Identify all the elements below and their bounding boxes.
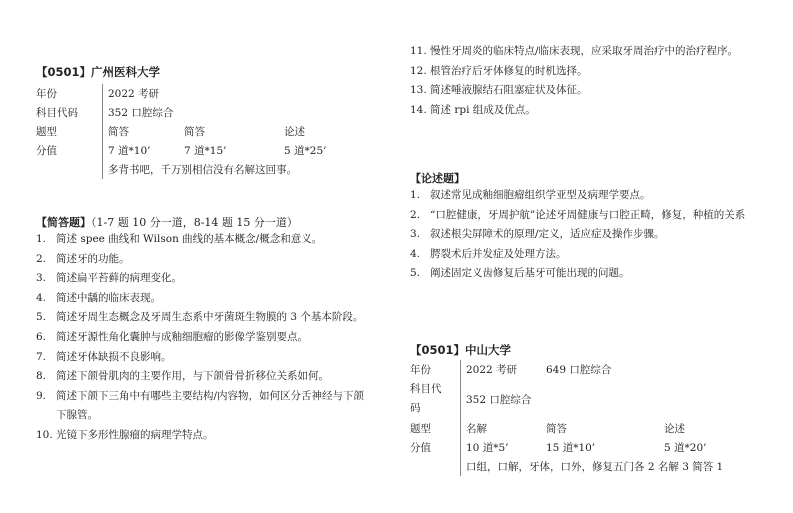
type-cell: 简答 [184,126,205,138]
exam-note: 多背书吧，千万别相信没有名解这回事。 [108,164,297,176]
type-label: 题型 [410,419,461,438]
continued-question-list [410,42,760,120]
school-name: 广州医科大学 [91,65,161,79]
school-code: 【0501】 [36,65,92,79]
exam-info-table [410,360,723,476]
score-cell: 5 道*25’ [284,145,327,157]
school-code: 【0501】 [410,343,466,357]
short-answer-heading [36,214,298,230]
section-note: （1-7 题 10 分一道，8-14 题 15 分一道） [91,216,298,229]
essay-question-list [410,186,760,284]
year-label: 年份 [36,84,103,103]
list-item: 5. 简述牙周生态概念及牙周生态系中牙菌斑生物膜的 3 个基本阶段。 [36,311,364,324]
exam-note: 口组，口解，牙体，口外，修复五门各 2 名解 3 简答 1 [466,461,724,473]
school-heading-sysu [410,342,511,358]
list-item: 2. “口腔健康，牙周护航”论述牙周健康与口腔正畸，修复，种植的关系 [410,208,746,221]
year-value: 2022 考研 [466,364,518,376]
list-item: 14. 简述 rpi 组成及优点。 [410,103,536,116]
type-cell: 简答 [546,423,567,435]
list-item: 7. 简述牙体缺损不良影响。 [36,350,172,363]
type-label: 题型 [36,122,103,141]
short-question-list [36,230,374,446]
code-value: 352 口腔综合 [466,393,532,406]
year-label: 年份 [410,360,461,379]
list-item: 2. 简述牙的功能。 [36,252,130,265]
year-extra: 649 口腔综合 [546,364,612,376]
list-item: 3. 简述扁平苔藓的病理变化。 [36,272,182,285]
list-item: 4. 腭裂术后并发症及处理方法。 [410,247,567,260]
list-item: 10. 光镜下多形性腺瘤的病理学特点。 [36,428,214,441]
year-value: 2022 考研 [108,88,160,100]
list-item: 1. 叙述常见成釉细胞瘤组织学亚型及病理学要点。 [410,189,651,201]
code-label: 科目代 码 [410,379,461,419]
exam-info-table [36,84,326,179]
type-cell: 论述 [664,423,685,435]
score-label: 分值 [36,141,103,160]
score-label: 分值 [410,438,461,457]
list-item: 12. 根管治疗后牙体修复的时机选择。 [410,64,588,77]
section-title: 【简答题】 [36,216,91,229]
list-item: 11. 慢性牙周炎的临床特点/临床表现，应采取牙周治疗中的治疗程序。 [410,45,739,57]
list-item: 6. 简述牙源性角化囊肿与成釉细胞瘤的影像学鉴别要点。 [36,330,308,343]
list-item: 5. 阐述固定义齿修复后基牙可能出现的问题。 [410,267,630,280]
list-item: 9. 简述下颌下三角中有哪些主要结构/内容物，如何区分舌神经与下颌下腺管。 [36,389,365,422]
type-cell: 论述 [284,126,305,138]
list-item: 8. 简述下颌骨肌肉的主要作用，与下颌骨骨折移位关系如何。 [36,370,329,383]
type-cell: 名解 [466,423,487,435]
score-cell: 5 道*20’ [664,442,707,454]
code-label: 科目代码 [36,103,103,122]
school-name: 中山大学 [465,343,512,357]
school-heading-guangzhou [36,64,160,80]
score-cell: 10 道*5’ [466,442,509,454]
score-cell: 7 道*10’ [108,145,151,157]
section-title: 【论述题】 [410,172,465,185]
score-cell: 15 道*10’ [546,442,596,454]
code-value: 352 口腔综合 [108,107,174,119]
essay-heading [410,170,465,186]
score-cell: 7 道*15’ [184,145,227,157]
list-item: 4. 简述中龋的临床表现。 [36,291,161,304]
list-item: 3. 叙述根尖屏障术的原理/定义，适应症及操作步骤。 [410,228,665,241]
list-item: 13. 简述唾液腺结石阻塞症状及体征。 [410,84,588,97]
type-cell: 简答 [108,126,129,138]
list-item: 1. 简述 spee 曲线和 Wilson 曲线的基本概念/概念和意义。 [36,233,323,245]
